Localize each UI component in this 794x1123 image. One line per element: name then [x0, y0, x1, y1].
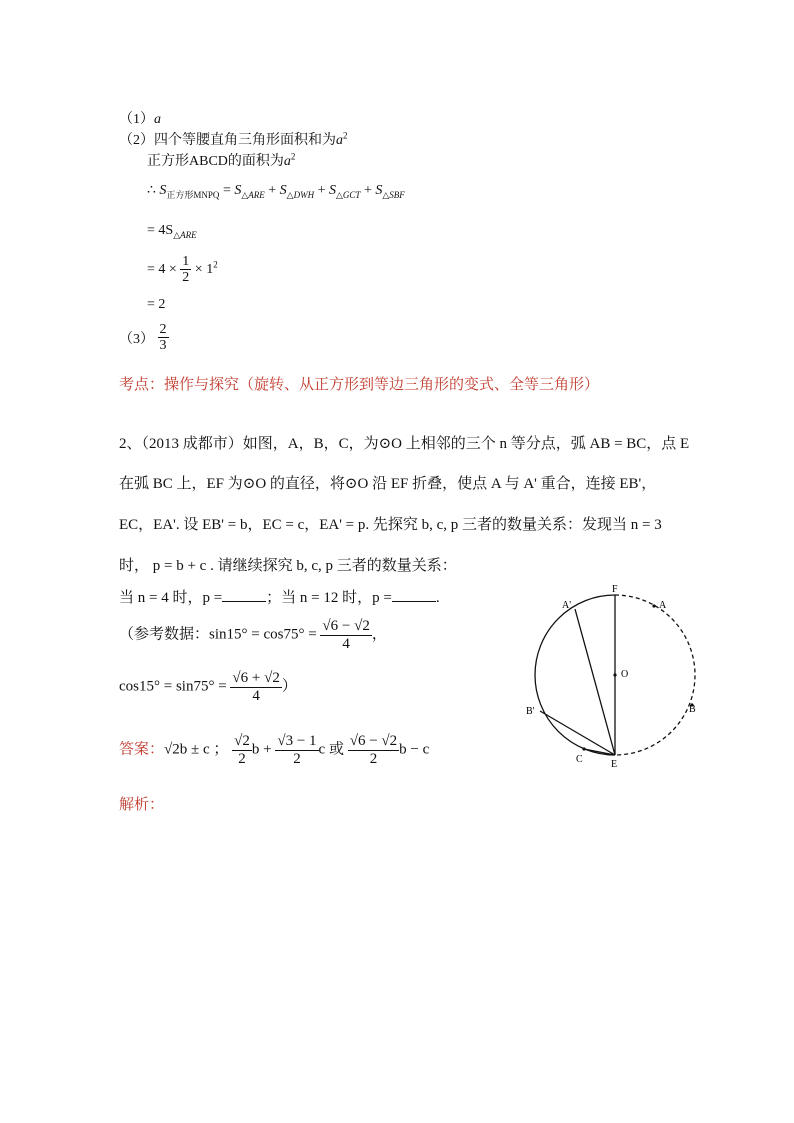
reference-line2: cos15° = sin75° = $\frac{√6 + √2}{4}$ ）	[119, 670, 297, 704]
jiexi-label: 解析：	[119, 797, 165, 813]
ref-fraction-2: $\frac{√6 + √2}{4}$	[232, 670, 280, 704]
problem2-line1: 2、（2013 成都市）如图，A，B，C，为⊙O 上相邻的三个 n 等分点，弧 AB = BC，点 E	[119, 436, 690, 452]
point-O	[613, 673, 616, 676]
label-A-prime: A'	[562, 600, 572, 611]
q2-statement: 四个等腰直角三角形面积和为	[154, 133, 336, 148]
answer-fraction-2: $\frac{√3 - 1}{2}$	[277, 733, 317, 767]
chord-EA-prime	[575, 609, 615, 755]
kaodian-note: 考点：操作与探究（旋转、从正方形到等边三角形的变式、全等三角形）	[119, 377, 600, 393]
label-B-prime: B'	[526, 706, 535, 717]
answer-line: 答案：√2b ± c ； $\frac{√2}{2}$ b + $\frac{√3 - 1}{2}$ c 或 $\frac{√6 - √2}{2}$ b − c	[119, 733, 430, 767]
eq-line-1: ∴ $S_{正方形MNPQ} = S_{\triangle ARE} + S_{\triangle DWH} + S_{\triangle GCT} + S_{\triangle SBF}$	[147, 183, 405, 200]
eq-line-4: = 2	[147, 297, 166, 312]
eq-line-2: = $4S_{\triangle ARE}$	[147, 223, 197, 240]
label-C: C	[576, 754, 583, 765]
label-O: O	[621, 669, 629, 680]
blank-n12[interactable]	[392, 589, 436, 602]
label-F: F	[612, 584, 618, 595]
label-E: E	[611, 759, 618, 770]
ref-fraction-1: $\frac{√6 - √2}{4}$	[322, 618, 370, 652]
problem2-line4: 时， p = b + c . 请继续探究 b, c, p 三者的数量关系：	[119, 558, 457, 574]
q3-label: （3）	[119, 331, 154, 347]
blank-n4[interactable]	[222, 589, 266, 602]
label-B: B	[689, 704, 696, 715]
fraction-half: $\frac{1}{2}$	[182, 254, 190, 286]
problem2-line5: 当 n = 4 时，p = ；当 n = 12 时，p = .	[119, 590, 440, 606]
reference-line1: （参考数据：sin15° = cos75° = $\frac{√6 - √2}{4}$ ，	[119, 618, 387, 652]
q1-line	[119, 108, 161, 128]
q3-line	[119, 322, 169, 354]
label-A: A	[659, 600, 667, 611]
chord-EB-prime	[540, 711, 615, 755]
point-A	[652, 604, 655, 607]
q1-value: a	[154, 112, 161, 127]
problem2-line2: 在弧 BC 上，EF 为⊙O 的直径，将⊙O 沿 EF 折叠，使点 A 与 A' 重合，连接 EB'，	[119, 476, 657, 492]
problem2-line3: EC，EA'. 设 EB' = b，EC = c，EA' = p. 先探究 b, c, p 三者的数量关系：发现当 n = 3	[119, 517, 662, 533]
eq-line-3: = 4 × $\frac{1}{2}$ × $1^2$	[147, 254, 218, 286]
q3-fraction: $\frac{2}{3}$	[159, 322, 167, 354]
answer-fraction-1: $\frac{√2}{2}$	[234, 733, 250, 767]
q2-line1: （2）四个等腰直角三角形面积和为$a^2$	[119, 130, 348, 148]
q1-label: （1）	[119, 112, 154, 127]
answer-fraction-3: $\frac{√6 - √2}{2}$	[349, 733, 398, 767]
point-C	[582, 747, 585, 750]
q2-label: （2）	[119, 133, 154, 148]
circle-fold-figure	[520, 580, 710, 775]
q2-square-area: 正方形ABCD的面积为	[147, 154, 284, 169]
answer-label: 答案：	[119, 741, 165, 758]
q2-line2: 正方形ABCD的面积为$a^2$	[147, 151, 296, 169]
